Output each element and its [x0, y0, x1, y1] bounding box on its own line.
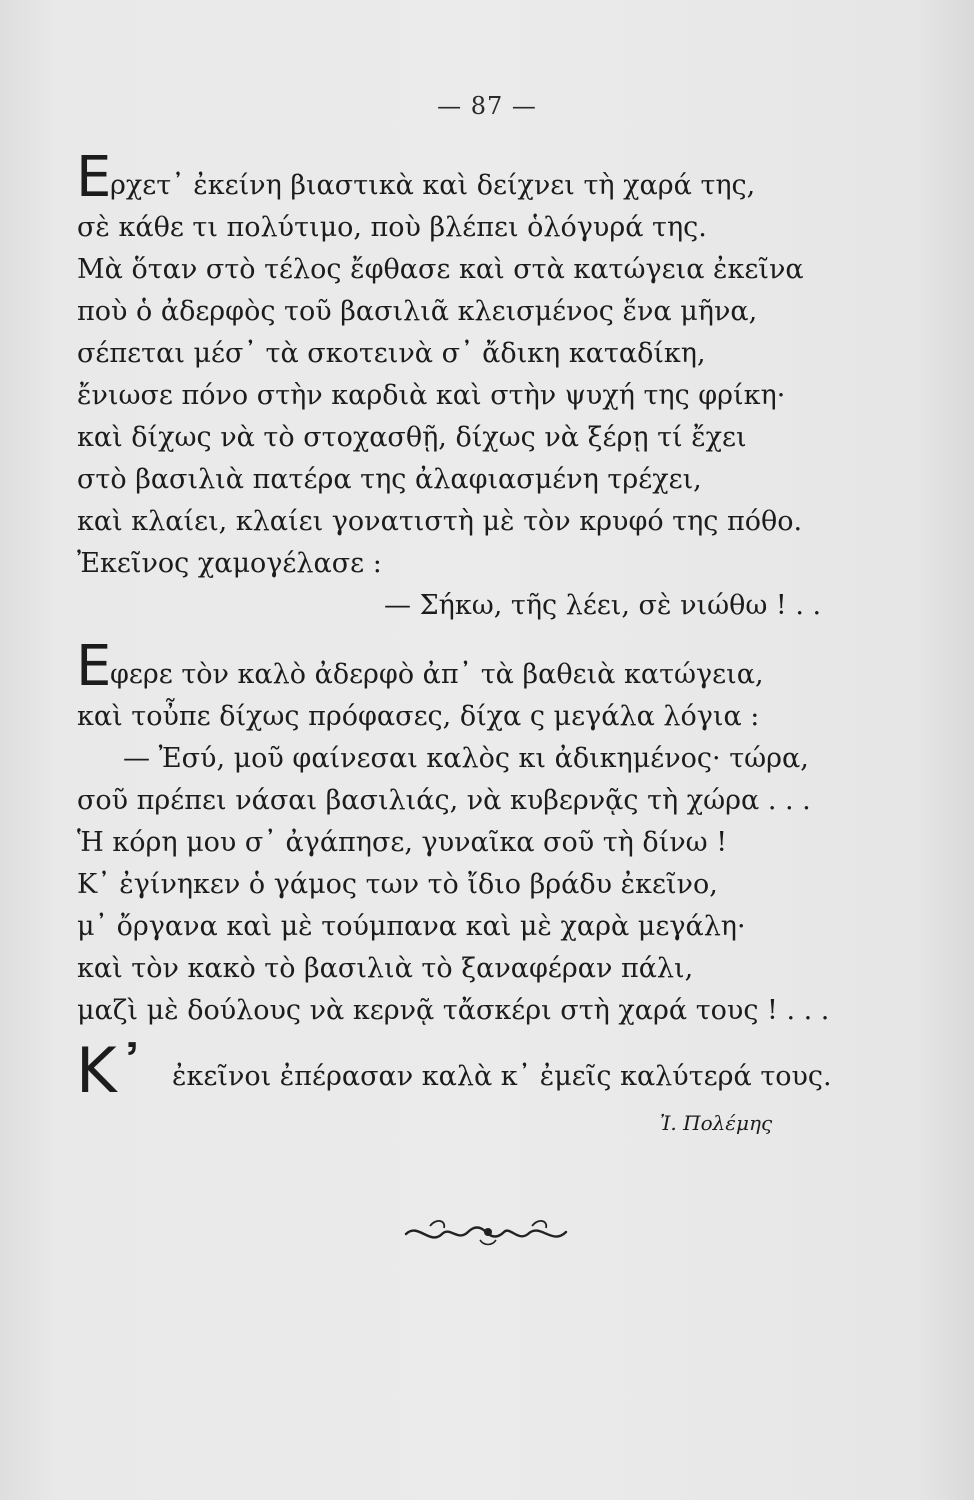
decorative-flourish-icon [400, 1212, 576, 1252]
closing-line: ἐκεῖνοι ἐπέρασαν καλὰ κ᾽ ἐμεῖς καλύτερά τους. [172, 1061, 832, 1092]
stanza-1-dropcap: Ε [76, 145, 112, 210]
page-number: — 87 — [437, 92, 537, 120]
stanza-2-line-4: σοῦ πρέπει νάσαι βασιλιάς, νὰ κυβερνᾷς τὴ χώρα . . . [77, 785, 811, 816]
stanza-1-line-5: σέπεται μέσ᾽ τὰ σκοτεινὰ σ᾽ ἄδικη καταδίκη, [77, 338, 706, 369]
stanza-1-line-4: ποὺ ὁ ἀδερφὸς τοῦ βασιλιᾶ κλεισμένος ἕνα μῆνα, [77, 296, 758, 327]
stanza-1-line-1: ρχετ᾽ ἐκείνη βιαστικὰ καὶ δείχνει τὴ χαρά της, [110, 170, 756, 201]
closing-dropcap: Κ᾽ [76, 1034, 148, 1107]
stanza-2-line-3: — Ἐσύ, μοῦ φαίνεσαι καλὸς κι ἀδικημένος· τώρα, [123, 743, 809, 774]
stanza-1-line-6: ἔνιωσε πόνο στὴν καρδιὰ καὶ στὴν ψυχή της φρίκη· [77, 380, 786, 411]
author-signature: Ἰ. Πολέμης [660, 1111, 773, 1135]
stanza-1-line-3: Μὰ ὅταν στὸ τέλος ἔφθασε καὶ στὰ κατώγεια ἐκεῖνα [77, 254, 804, 285]
stanza-2-line-1: φερε τὸν καλὸ ἀδερφὸ ἀπ᾽ τὰ βαθειὰ κατώγεια, [110, 659, 764, 690]
stanza-2-line-5: Ἡ κόρη μου σ᾽ ἀγάπησε, γυναῖκα σοῦ τὴ δίνω ! [77, 827, 728, 858]
stanza-2-line-2: καὶ τοὖπε δίχως πρόφασες, δίχα ς μεγάλα λόγια : [77, 701, 760, 732]
stanza-1-line-9: καὶ κλαίει, κλαίει γονατιστὴ μὲ τὸν κρυφό της πόθο. [77, 506, 803, 537]
stanza-2-line-9: μαζὶ μὲ δούλους νὰ κερνᾷ τἄσκέρι στὴ χαρά τους ! . . . [77, 995, 830, 1026]
stanza-1-line-10: Ἐκεῖνος χαμογέλασε : [77, 548, 382, 579]
stanza-1-line-8: στὸ βασιλιὰ πατέρα της ἀλαφιασμένη τρέχει, [77, 464, 702, 495]
stanza-1-line-11: — Σήκω, τῆς λέει, σὲ νιώθω ! . . [384, 590, 822, 621]
stanza-2-line-6: Κ᾽ ἐγίνηκεν ὁ γάμος των τὸ ἴδιο βράδυ ἐκεῖνο, [77, 869, 718, 900]
stanza-1-line-7: καὶ δίχως νὰ τὸ στοχασθῇ, δίχως νὰ ξέρῃ τί ἔχει [77, 422, 747, 453]
stanza-2-line-8: καὶ τὸν κακὸ τὸ βασιλιὰ τὸ ξαναφέραν πάλι, [77, 953, 694, 984]
stanza-2-dropcap: Ε [76, 634, 112, 699]
stanza-2-line-7: μ᾽ ὄργανα καὶ μὲ τούμπανα καὶ μὲ χαρὰ μεγάλη· [77, 911, 746, 942]
stanza-1-line-2: σὲ κάθε τι πολύτιμο, ποὺ βλέπει ὁλόγυρά της. [77, 212, 707, 243]
